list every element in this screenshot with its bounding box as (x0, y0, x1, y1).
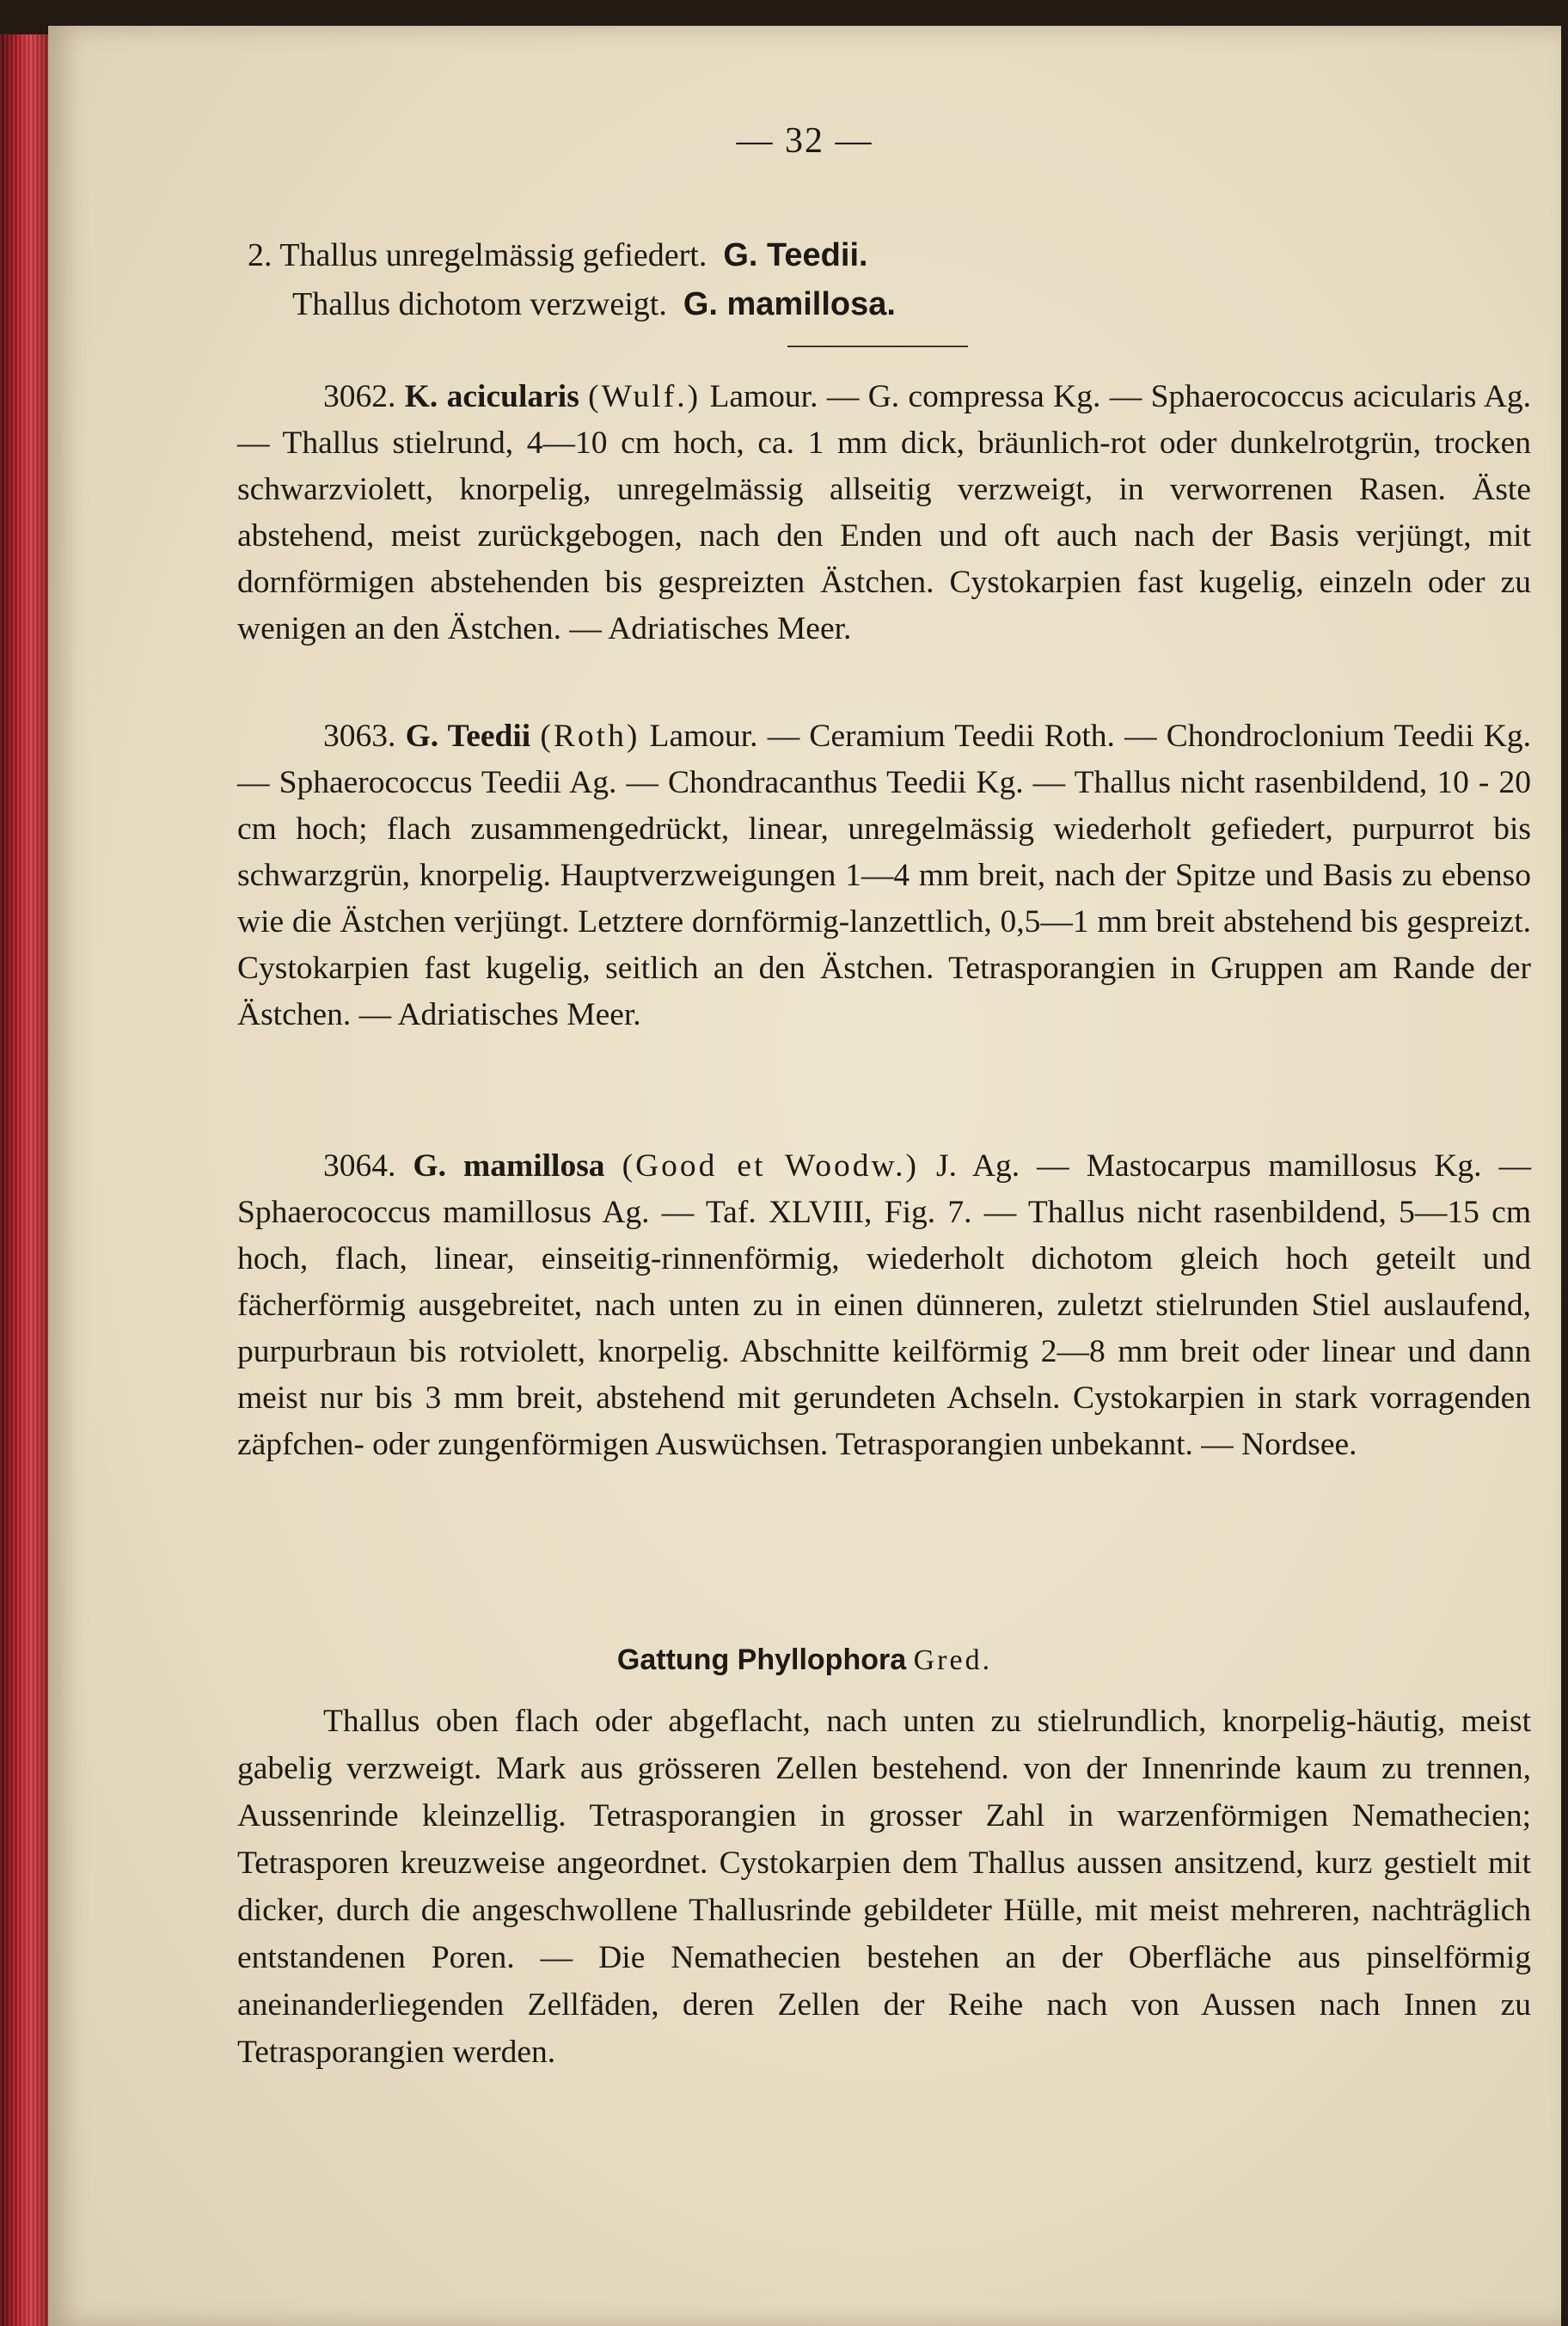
species-author: (Wulf.) (588, 379, 701, 414)
genus-heading (48, 1644, 1561, 1677)
key-genus: G. Teedii. (723, 237, 868, 273)
key-line-1 (248, 236, 868, 274)
key-number: 2. (248, 237, 273, 273)
key-genus: G. mamillosa. (683, 286, 896, 322)
species-name: G. Teedii (405, 719, 531, 754)
entry-number: 3062. (323, 379, 396, 414)
entry-body: Lamour. — G. compressa Kg. — Sphaerococcus acicularis Ag. — Thallus stielrund, 4—10 cm hoch, ca. 1 mm dick, bräunlich-rot oder dunkelrotgrün, trocken schwarzviolett, knorpelig, unregelmässig allseitig verzweigt, in verworrenen Rasen. Äste abstehend, meist zurückgebogen, nach den Enden und oft auch nach der Basis verjüngt, mit dornförmigen abstehenden bis gespreizten Ästchen. Cystokarpien fast kugelig, einzeln oder zu wenigen an den Ästchen. — Adriatisches Meer. (237, 379, 1532, 646)
entry-number: 3064. (323, 1148, 396, 1184)
species-entry-3062 (237, 374, 1531, 652)
book-spine (0, 34, 52, 2326)
book-page (48, 26, 1561, 2326)
species-name: G. mamillosa (413, 1148, 605, 1184)
species-author: (Roth) (540, 719, 640, 754)
species-entry-3064 (237, 1143, 1531, 1468)
genus-name: Gattung Phyllophora (616, 1644, 907, 1676)
key-line-2 (292, 285, 896, 323)
section-divider (787, 346, 968, 347)
genus-description: Thallus oben flach oder abgeflacht, nach unten zu stielrundlich, knorpelig-häutig, meist gabelig verzweigt. Mark aus grösseren Zellen bestehend. von der Innenrinde kaum zu trennen, Aussenrinde kleinzellig. Tetrasporangien in grosser Zahl in warzenförmigen Nemathecien; Tetrasporen kreuzweise angeordnet. Cystokarpien dem Thallus aussen ansitzend, kurz gestielt mit dicker, durch die angeschwollene Thallusrinde gebildeter Hülle, mit meist mehreren, nachträglich entstandenen Poren. — Die Nemathecien bestehen an der Oberfläche aus pinselförmig aneinanderliegenden Zellfäden, deren Zellen der Reihe nach von Aussen nach Innen zu Tetrasporangien werden. (237, 1704, 1531, 2070)
species-entry-3063 (237, 713, 1531, 1038)
key-text: Thallus dichotom verzweigt. (292, 286, 667, 322)
species-author: (Good et Woodw.) (622, 1148, 919, 1184)
entry-body: Lamour. — Ceramium Teedii Roth. — Chondroclonium Teedii Kg. — Sphaerococcus Teedii Ag. — Chondracanthus Teedii Kg. — Thallus nicht rasenbildend, 10 - 20 cm hoch; flach zusammengedrückt, linear, unregelmässig wiederholt gefiedert, purpurrot bis schwarzgrün, knorpelig. Hauptverzweigungen 1—4 mm breit, nach der Spitze und Basis zu ebenso wie die Ästchen verjüngt. Letztere dornförmig-lanzettlich, 0,5—1 mm breit abstehend bis gespreizt. Cystokarpien fast kugelig, seitlich an den Ästchen. Tetrasporangien in Gruppen am Rande der Ästchen. — Adriatisches Meer. (237, 719, 1532, 1032)
key-text: Thallus unregelmässig gefiedert. (279, 237, 707, 273)
genus-author: Gred. (913, 1644, 993, 1676)
entry-number: 3063. (323, 719, 396, 754)
page-number: — 32 — (736, 121, 873, 161)
species-name: K. acicularis (404, 379, 579, 414)
entry-body: J. Ag. — Mastocarpus mamillosus Kg. — Sphaerococcus mamillosus Ag. — Taf. XLVIII, Fig. 7. — Thallus nicht rasenbildend, 5—15 cm hoch, flach, linear, einseitig-rinnenförmig, wiederholt dichotom gleich hoch geteilt und fächerförmig ausgebreitet, nach unten zu in einen dünneren, zuletzt stielrunden Stiel auslaufend, purpurbraun bis rotviolett, knorpelig. Abschnitte keilförmig 2—8 mm breit oder linear und dann meist nur bis 3 mm breit, abstehend mit gerundeten Achseln. Cystokarpien in stark vorragenden zäpfchen- oder zungenförmigen Auswüchsen. Tetrasporangien unbekannt. — Nordsee. (237, 1148, 1532, 1462)
